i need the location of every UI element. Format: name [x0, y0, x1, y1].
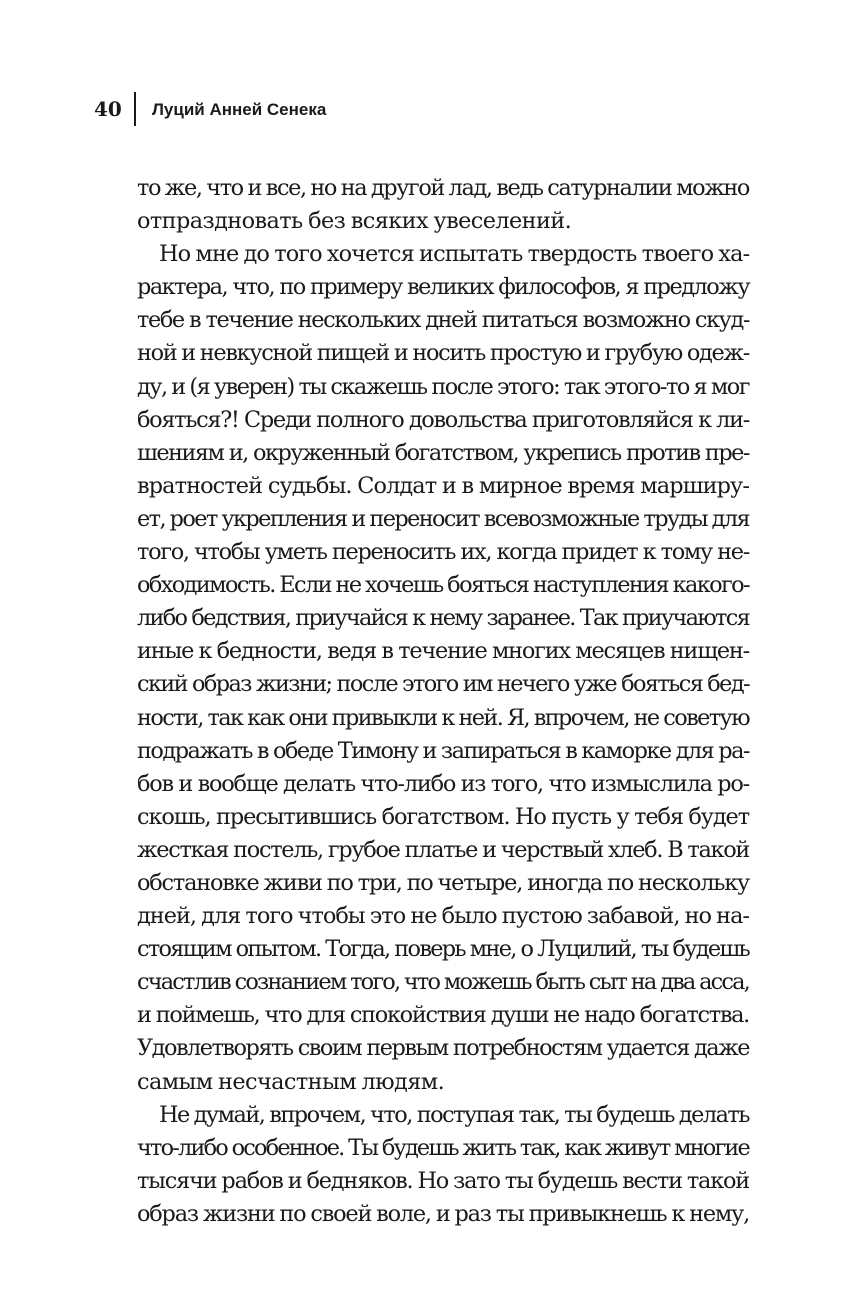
- text-line: тысячи рабов и бедняков. Но зато ты будешь вести такой: [137, 1167, 749, 1194]
- text-line: скошь, пресытившись богатством. Но пусть у тебя будет: [137, 803, 749, 830]
- text-line: ности, так как они привыкли к ней. Я, впрочем, не советую: [137, 704, 749, 731]
- text-line: Удовлетворять своим первым потребностям удается даже: [137, 1035, 749, 1062]
- text-line: бов и вообще делать что-либо из того, что измыслила ро-: [137, 770, 749, 797]
- text-line: Не думай, впрочем, что, поступая так, ты будешь делать: [159, 1101, 749, 1128]
- text-line: отпраздновать без всяких увеселений.: [137, 208, 572, 235]
- text-line: либо бедствия, приучайся к нему заранее. Так приучаются: [137, 605, 749, 632]
- text-line: ду, и (я уверен) ты скажешь после этого: так этого-то я мог: [137, 373, 749, 400]
- paragraph: [137, 172, 749, 238]
- text-line: стоящим опытом. Тогда, поверь мне, о Луцилий, ты будешь: [137, 936, 749, 963]
- body-text: [137, 172, 749, 1231]
- text-line: ет, роет укрепления и переносит всевозможные труды для: [137, 505, 749, 532]
- running-head: Луций Анней Сенека: [152, 100, 327, 119]
- text-line: обстановке живи по три, по четыре, иногда по нескольку: [137, 869, 749, 896]
- header-divider: [134, 92, 136, 126]
- text-line: обходимость. Если не хочешь бояться наступления какого-: [137, 572, 749, 599]
- page-header: [0, 92, 844, 128]
- text-line: рактера, что, по примеру великих философов, я предложу: [137, 274, 749, 301]
- text-line: дней, для того чтобы это не было пустою забавой, но на-: [137, 903, 749, 930]
- text-line: вратностей судьбы. Солдат и в мирное время марширу-: [137, 472, 749, 499]
- text-line: счастлив сознанием того, что можешь быть сыт на два асса,: [137, 969, 749, 996]
- text-line: и поймешь, что для спокойствия души не надо богатства.: [137, 1002, 749, 1029]
- text-line: Но мне до того хочется испытать твердость твоего ха-: [159, 241, 750, 268]
- text-line: иные к бедности, ведя в течение многих месяцев нищен-: [137, 638, 749, 665]
- text-line: ной и невкусной пищей и носить простую и грубую одеж-: [137, 340, 749, 367]
- paragraph: [137, 1099, 749, 1231]
- text-line: ский образ жизни; после этого им нечего уже бояться бед-: [137, 671, 749, 698]
- text-line: самым несчастным людям.: [137, 1068, 445, 1095]
- text-line: подражать в обеде Тимону и запираться в каморке для ра-: [137, 737, 749, 764]
- text-line: тебе в течение нескольких дней питаться возможно скуд-: [137, 307, 749, 334]
- text-line: то же, что и все, но на другой лад, ведь сатурналии можно: [137, 175, 749, 201]
- page-number: 40: [94, 97, 122, 121]
- text-line: бояться?! Среди полного довольства приготовляйся к ли-: [137, 406, 749, 433]
- text-line: шениям и, окруженный богатством, укрепись против пре-: [137, 439, 749, 466]
- text-line: что-либо особенное. Ты будешь жить так, как живут многие: [137, 1134, 749, 1161]
- text-line: того, чтобы уметь переносить их, когда придет к тому не-: [137, 539, 749, 566]
- paragraph: [137, 238, 749, 1098]
- text-line: жесткая постель, грубое платье и черствый хлеб. В такой: [137, 836, 749, 863]
- text-line: образ жизни по своей воле, и раз ты привыкнешь к нему,: [137, 1200, 749, 1227]
